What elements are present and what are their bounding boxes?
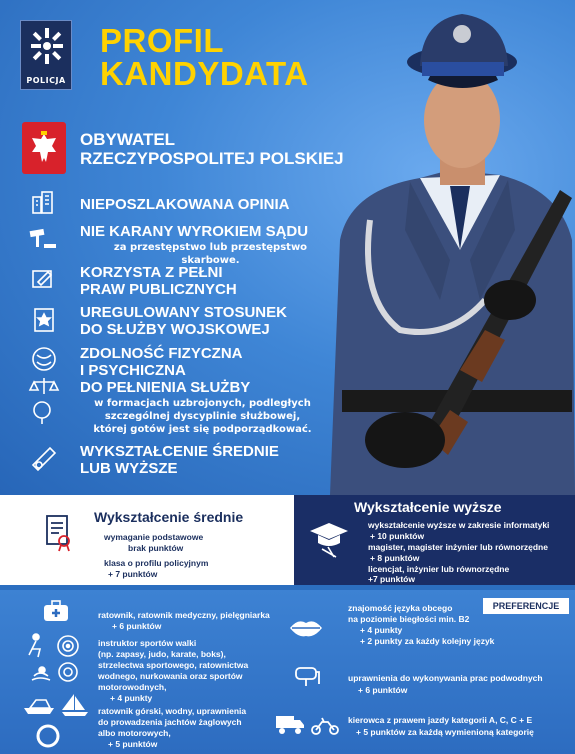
title-line-1: PROFIL <box>100 22 224 59</box>
certificate-icon <box>44 513 74 553</box>
higher-l5: licencjat, inżynier lub równorzędne <box>368 564 510 574</box>
higher-heading: Wykształcenie wyższe <box>354 499 502 515</box>
pref-sport-5: motorowodnych, <box>98 682 167 692</box>
higher-l4: + 8 punktów <box>370 553 420 563</box>
police-star-icon <box>29 26 65 66</box>
pref-lang-3: + 4 punkty <box>360 625 403 635</box>
pref-mount <box>98 706 246 750</box>
pref-lang-4: + 2 punkty za każdy kolejny język <box>360 636 495 646</box>
truck-motorcycle-icon <box>274 712 340 736</box>
pref-lang <box>348 603 494 647</box>
first-aid-kit-icon <box>42 599 70 623</box>
pref-drive-1: kierowca z prawem jazdy kategorii A, C, C + E <box>348 715 533 725</box>
req-fitness-3: DO PEŁNIENIA SŁUŻBY <box>80 379 251 396</box>
document-pen-icon <box>30 266 58 292</box>
req-military <box>80 304 287 338</box>
secondary-l3: klasa o profilu policyjnym <box>104 558 209 568</box>
req-rights-2: PRAW PUBLICZNYCH <box>80 281 237 298</box>
pref-lang-1: znajomość języka obcego <box>348 603 453 613</box>
pref-sport-3: strzelectwa sportowego, ratownictwa <box>98 660 249 670</box>
secondary-l1: wymaganie podstawowe <box>104 532 204 542</box>
pref-mount-1: ratownik górski, wodny, uprawnienia <box>98 706 247 716</box>
diploma-icon <box>30 445 58 473</box>
req-rights <box>80 264 237 298</box>
higher-l3: magister, magister inżynier lub równorzędne <box>368 542 548 552</box>
req-fitness-sub-2: szczególnej dyscyplinie służbowej, <box>104 411 301 422</box>
pref-mount-2: do prowadzenia jachtów żaglowych <box>98 717 242 727</box>
higher-l6: +7 punktów <box>368 574 415 584</box>
secondary-heading: Wykształcenie średnie <box>94 509 244 525</box>
req-education-2: LUB WYŻSZE <box>80 460 178 477</box>
pref-lang-2: na poziomie biegłości min. B2 <box>348 614 470 624</box>
req-fitness-sub <box>90 397 315 436</box>
req-fitness-sub-3: której gotów jest się podporządkować. <box>93 424 312 435</box>
req-education-1: WYKSZTAŁCENIE ŚREDNIE <box>80 443 279 460</box>
higher-education-card <box>294 495 575 585</box>
pref-sport-2: (np. zapasy, judo, karate, boks), <box>98 649 226 659</box>
lips-icon <box>288 618 324 638</box>
page-title <box>100 24 309 90</box>
pref-medic-2: + 6 punktów <box>112 621 162 631</box>
police-officer-image <box>310 0 575 495</box>
higher-l1: wykształcenie wyższe w zakresie informatyki <box>368 520 550 530</box>
pref-sport-4: wodnego, nurkowania oraz sportów <box>98 671 243 681</box>
gavel-icon <box>28 226 58 250</box>
buildings-icon <box>30 189 56 215</box>
graduation-cap-icon <box>308 519 350 559</box>
req-citizen <box>80 130 344 168</box>
pref-drive-2: + 5 punktów za każdą wymienioną kategorię <box>356 727 534 737</box>
req-not-convicted-sub: za przestępstwo lub przestępstwo skarbowe. <box>113 242 308 266</box>
police-logo <box>20 20 72 90</box>
req-military-2: DO SŁUŻBY WOJSKOWEJ <box>80 321 270 338</box>
pref-mount-3: albo motorowych, <box>98 728 171 738</box>
req-opinion: NIEPOSZLAKOWANA OPINIA <box>80 196 290 213</box>
pref-dive-2: + 6 punktów <box>358 685 408 695</box>
eagle-icon <box>28 130 60 166</box>
fitness-icons <box>28 346 60 426</box>
preferences-badge: PREFERENCJE <box>483 598 569 614</box>
secondary-education-card <box>0 495 294 585</box>
pref-dive-1: uprawnienia do wykonywania prac podwodnych <box>348 673 543 683</box>
req-fitness-1: ZDOLNOŚĆ FIZYCZNA <box>80 345 243 362</box>
req-rights-1: KORZYSTA Z PEŁNI <box>80 264 223 281</box>
polish-eagle-emblem <box>22 122 66 174</box>
pref-sport <box>98 638 248 704</box>
req-citizen-2: RZECZYPOSPOLITEJ POLSKIEJ <box>80 149 344 168</box>
secondary-l2: brak punktów <box>128 543 184 553</box>
higher-l2: + 10 punktów <box>370 531 425 541</box>
military-badge-icon <box>32 306 56 334</box>
req-education <box>80 443 279 477</box>
logo-text: POLICJA <box>26 76 66 85</box>
pref-sport-6: + 4 punkty <box>110 693 153 703</box>
title-line-2: KANDYDATA <box>100 55 309 92</box>
pref-sport-1: instruktor sportów walki <box>98 638 197 648</box>
req-fitness-sub-1: w formacjach uzbrojonych, podległych <box>94 398 311 409</box>
req-not-convicted: NIE KARANY WYROKIEM SĄDU <box>80 223 309 240</box>
secondary-l4: + 7 punktów <box>108 569 158 579</box>
sports-icons <box>28 632 84 684</box>
pref-medic-1: ratownik, ratownik medyczny, pielęgniarka <box>98 610 270 620</box>
req-fitness <box>80 345 250 396</box>
boats-icons <box>22 690 92 750</box>
req-citizen-1: OBYWATEL <box>80 130 176 149</box>
req-military-1: UREGULOWANY STOSUNEK <box>80 304 287 321</box>
diving-mask-icon <box>294 664 320 688</box>
req-fitness-2: I PSYCHICZNA <box>80 362 186 379</box>
pref-mount-4: + 5 punktów <box>108 739 158 749</box>
